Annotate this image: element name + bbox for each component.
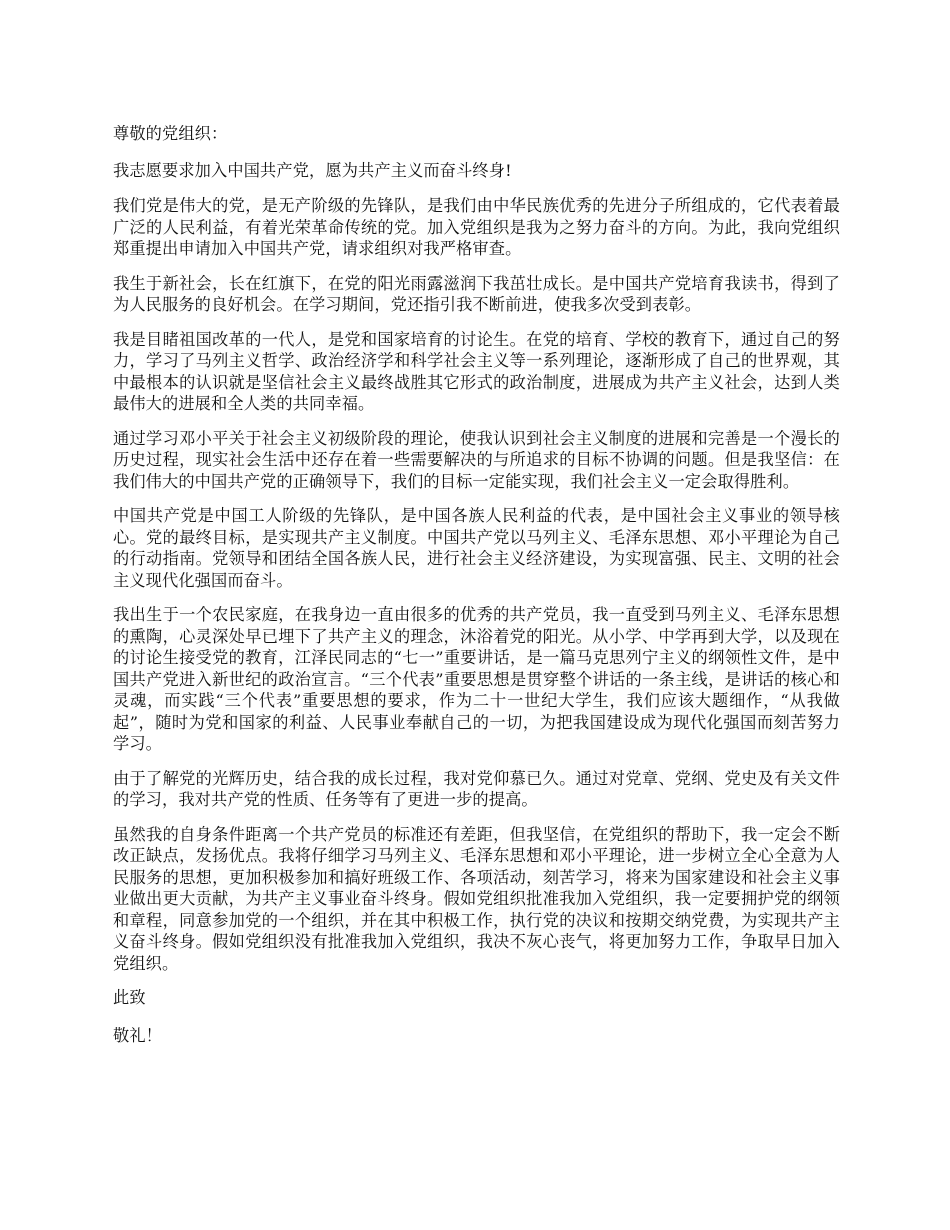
salutation: 尊敬的党组织： xyxy=(113,124,228,143)
opening-statement: 我志愿要求加入中国共产党，愿为共产主义而奋斗终身! xyxy=(113,160,512,180)
body-paragraph-6: 我出生于一个农民家庭，在我身边一直由很多的优秀的共产党员，我一直受到马列主义、毛泽东思想的熏陶，心灵深处早已埋下了共产主义的理念，沐浴着党的阳光。从小学、中学再到大学，以及现在的讨论生接受党的教育，江泽民同志的“七一”重要讲话，是一篇马克思列宁主义的纲领性文件，是中国共产党进入新世纪的政治宣言。“三个代表”重要思想是贯穿整个讲话的一条主线，是讲话的核心和灵魂，而实践“三个代表”重要思想的要求，作为二十一世纪大学生，我们应该大题细作，“从我做起”，随时为党和国家的利益、人民事业奉献自己的一切，为把我国建设成为现代化强国而刻苦努力学习。 xyxy=(113,605,840,753)
body-paragraph-4: 通过学习邓小平关于社会主义初级阶段的理论，使我认识到社会主义制度的进展和完善是一个漫长的历史过程，现实社会生活中还存在着一些需要解决的与所追求的目标不协调的问题。但是我坚信：在我们伟大的中国共产党的正确领导下，我们的目标一定能实现，我们社会主义一定会取得胜利。 xyxy=(113,428,840,491)
body-paragraph-7: 由于了解党的光辉历史，结合我的成长过程，我对党仰慕已久。通过对党章、党纲、党史及有关文件的学习，我对共产党的性质、任务等有了更进一步的提高。 xyxy=(113,768,840,809)
closing-salute: 敬礼！ xyxy=(113,1025,163,1045)
closing-phrase: 此致 xyxy=(113,988,146,1007)
body-paragraph-8: 虽然我的自身条件距离一个共产党员的标准还有差距，但我坚信，在党组织的帮助下，我一定会不断改正缺点，发扬优点。我将仔细学习马列主义、毛泽东思想和邓小平理论，进一步树立全心全意为人民服务的思想，更加积极参加和搞好班级工作、各项活动，刻苦学习，将来为国家建设和社会主义事业做出更大贡献，为共产主义事业奋斗终身。假如党组织批准我加入党组织，我一定要拥护党的纲领和章程，同意参加党的一个组织，并在其中积极工作，执行党的决议和按期交纳党费，为实现共产主义奋斗终身。假如党组织没有批准我加入党组织，我决不灰心丧气，将更加努力工作，争取早日加入党组织。 xyxy=(113,824,840,973)
application-letter xyxy=(113,123,840,1046)
body-paragraph-3: 我是目睹祖国改革的一代人，是党和国家培育的讨论生。在党的培育、学校的教育下，通过自己的努力，学习了马列主义哲学、政治经济学和科学社会主义等一系列理论，逐渐形成了自己的世界观，其中最根本的认识就是坚信社会主义最终战胜其它形式的政治制度，进展成为共产主义社会，达到人类最伟大的进展和全人类的共同幸福。 xyxy=(113,329,840,413)
body-paragraph-5: 中国共产党是中国工人阶级的先锋队，是中国各族人民利益的代表，是中国社会主义事业的领导核心。党的最终目标，是实现共产主义制度。中国共产党以马列主义、毛泽东思想、邓小平理论为自己的行动指南。党领导和团结全国各族人民，进行社会主义经济建设，为实现富强、民主、文明的社会主义现代化强国而奋斗。 xyxy=(113,506,840,590)
body-paragraph-2: 我生于新社会，长在红旗下，在党的阳光雨露滋润下我茁壮成长。是中国共产党培育我读书，得到了为人民服务的良好机会。在学习期间，党还指引我不断前进，使我多次受到表彰。 xyxy=(113,273,840,314)
body-paragraph-1: 我们党是伟大的党，是无产阶级的先锋队，是我们由中华民族优秀的先进分子所组成的，它代表着最广泛的人民利益，有着光荣革命传统的党。加入党组织是我为之努力奋斗的方向。为此，我向党组织郑重提出申请加入中国共产党，请求组织对我严格审查。 xyxy=(113,196,840,258)
